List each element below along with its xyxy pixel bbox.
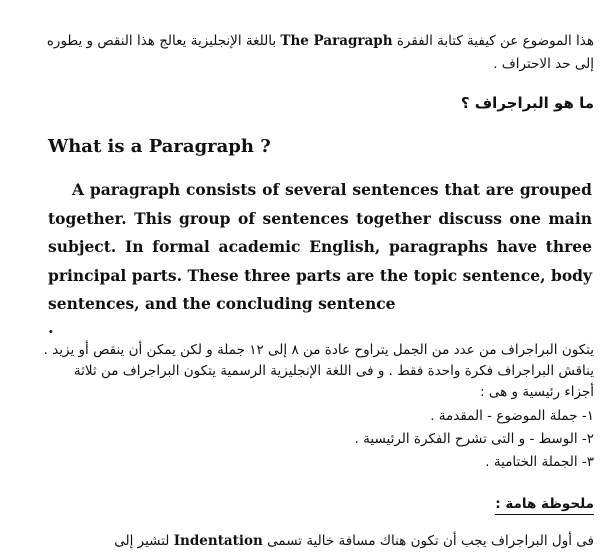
english-question-heading: What is a Paragraph ? [48,136,271,157]
intro-text-end: باللغة الإنجليزية يعالج هذا النقص و يطوره إلى حد الاحتراف . [46,33,594,72]
note-paragraph [42,530,594,552]
note-heading-text: ملحوظة هامة : [495,496,594,515]
english-paragraph: A paragraph consists of several sentences that are grouped together. This group of sentences together discuss one main subject. In formal academic English, paragraphs have three principal parts. These three parts are the topic sentence, body sentences, and the concluding sentence [48,180,592,313]
bullet-dot: . [48,318,54,337]
note-text-start: فى أول البراجراف يجب أن تكون هناك مسافة خالية تسمى [267,533,594,549]
arabic-question-heading: ما هو البراجراف ؟ [460,94,594,112]
parts-list [42,405,594,474]
list-item: ٢- الوسط - و التى تشرح الفكرة الرئيسية . [354,431,594,447]
arabic-paragraph: يتكون البراجراف من عدد من الجمل يتراوح عادة من ٨ إلى ١٢ جملة و لكن يمكن أن ينقص أو يزيد . يناقش البراجراف فكرة واحدة فقط . و فى اللغة الإنجليزية الرسمية يتكون البراجراف من ثلاثة أجزاء رئيسية و هى : [43,342,594,400]
intro-term: The Paragraph [280,33,393,49]
note-heading [42,496,594,512]
note-term: Indentation [173,533,263,549]
intro-paragraph [42,30,594,76]
note-text-end: لتشير إلى [114,533,170,549]
list-item: ١- جملة الموضوع - المقدمة . [430,408,594,424]
list-item: ٣- الجملة الختامية . [485,454,594,470]
intro-text-start: هذا الموضوع عن كيفية كتابة الفقرة [396,33,594,49]
